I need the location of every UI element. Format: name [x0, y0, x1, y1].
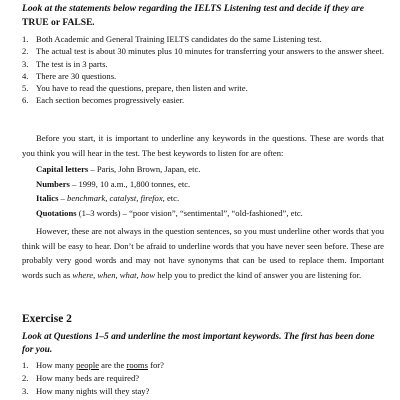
- question-text: How many: [36, 360, 77, 370]
- intro-period: .: [92, 17, 95, 28]
- question-item: [22, 372, 384, 385]
- keyword-separator: –: [120, 207, 130, 218]
- statement-text: There are 30 questions.: [36, 70, 117, 81]
- statement-number: 3.: [22, 58, 29, 69]
- underlined-keyword: rooms: [126, 360, 148, 370]
- keyword-separator: –: [69, 178, 79, 189]
- keyword-separator: –: [88, 164, 97, 174]
- statement-number: 6.: [22, 95, 29, 106]
- keyword-examples-text: benchmark, catalyst, firefox: [67, 193, 163, 203]
- statement-number: 1.: [22, 34, 29, 44]
- statement-text: Both Academic and General Training IELTS candidates do the same Listening test.: [36, 34, 322, 44]
- question-item: [22, 385, 384, 398]
- statement-text: The test is in 3 parts.: [36, 58, 108, 69]
- keyword-label: Numbers: [36, 178, 70, 189]
- exercise-heading: Exercise 2: [22, 313, 72, 325]
- statement-item: [22, 58, 384, 70]
- question-word: where: [72, 269, 94, 280]
- underline-advice-paragraph: [22, 224, 384, 282]
- question-number: 2.: [22, 373, 29, 384]
- question-item: [22, 359, 384, 372]
- true-false-emphasis: TRUE or FALSE: [22, 17, 93, 28]
- statement-list: [22, 33, 384, 107]
- question-word: how: [140, 269, 156, 280]
- keyword-examples: [36, 162, 384, 220]
- statement-item: [22, 33, 384, 45]
- paragraph-text: help you to predict the kind of answer you are listening for.: [155, 269, 362, 280]
- keyword-examples-text: Paris, John Brown, Japan, etc.: [96, 164, 201, 174]
- question-number: 1.: [22, 360, 29, 370]
- keyword-examples-text: 1999, 10 a.m., 1,800 tonnes, etc.: [78, 178, 191, 189]
- comma: ,: [93, 269, 98, 280]
- statement-item: [22, 94, 384, 106]
- underlined-keyword: people: [76, 360, 100, 370]
- keyword-example-italics: [36, 191, 384, 206]
- question-text: How many beds are required?: [36, 373, 140, 384]
- question-list: [22, 359, 384, 399]
- keyword-examples-text: “poor vision”, “sentimental”, “old-fashioned”, etc.: [129, 207, 303, 218]
- keyword-label: Quotations: [36, 207, 77, 218]
- keyword-separator: –: [58, 193, 68, 203]
- question-text: How many nights will they stay?: [36, 386, 150, 397]
- comma: ,: [136, 269, 141, 280]
- question-number: 3.: [22, 386, 29, 397]
- keyword-note: (1–3 words): [76, 207, 121, 218]
- keyword-example-capitals: [36, 162, 384, 177]
- keyword-example-numbers: [36, 177, 384, 192]
- question-word: when: [97, 269, 116, 280]
- statement-text: Each section becomes progressively easier.: [36, 95, 185, 106]
- keyword-examples-tail: , etc.: [162, 193, 180, 203]
- exercise-instruction: Look at Questions 1–5 and underline the most important keywords. The first has been done for you.: [22, 332, 375, 355]
- statement-number: 5.: [22, 83, 29, 94]
- question-text: for?: [147, 360, 164, 370]
- paragraph-text: However, these are not always in the question sentences, so you must underline other words that you think will be easy to hear. Don’t be afraid to underline words that you have never seen before. These are probably very good words and may not have synonyms that can be used to replace them. Important words such as: [22, 226, 384, 280]
- statement-number: 2.: [22, 46, 29, 57]
- keywords-paragraph: Before you start, it is important to underline any keywords in the questions. These are words that you think you will hear in the test. The best keywords to listen for are often:: [22, 133, 384, 158]
- statement-item: [22, 70, 384, 82]
- statement-number: 4.: [22, 70, 29, 81]
- exercise-intro: [22, 2, 384, 30]
- statement-item: [22, 45, 384, 57]
- comma: ,: [115, 269, 120, 280]
- keyword-label: Capital letters: [36, 164, 89, 174]
- statement-text: The actual test is about 30 minutes plus 10 minutes for transferring your answers to the answer sheet.: [36, 46, 384, 57]
- keyword-label: Italics: [36, 193, 59, 203]
- keyword-example-quotations: [36, 206, 384, 221]
- question-text: are the: [99, 360, 127, 370]
- question-word: what: [119, 269, 137, 280]
- intro-text: Look at the statements below regarding the IELTS Listening test and decide if they are: [22, 3, 364, 14]
- statement-text: You have to read the questions, prepare, then listen and write.: [36, 83, 248, 94]
- statement-item: [22, 82, 384, 94]
